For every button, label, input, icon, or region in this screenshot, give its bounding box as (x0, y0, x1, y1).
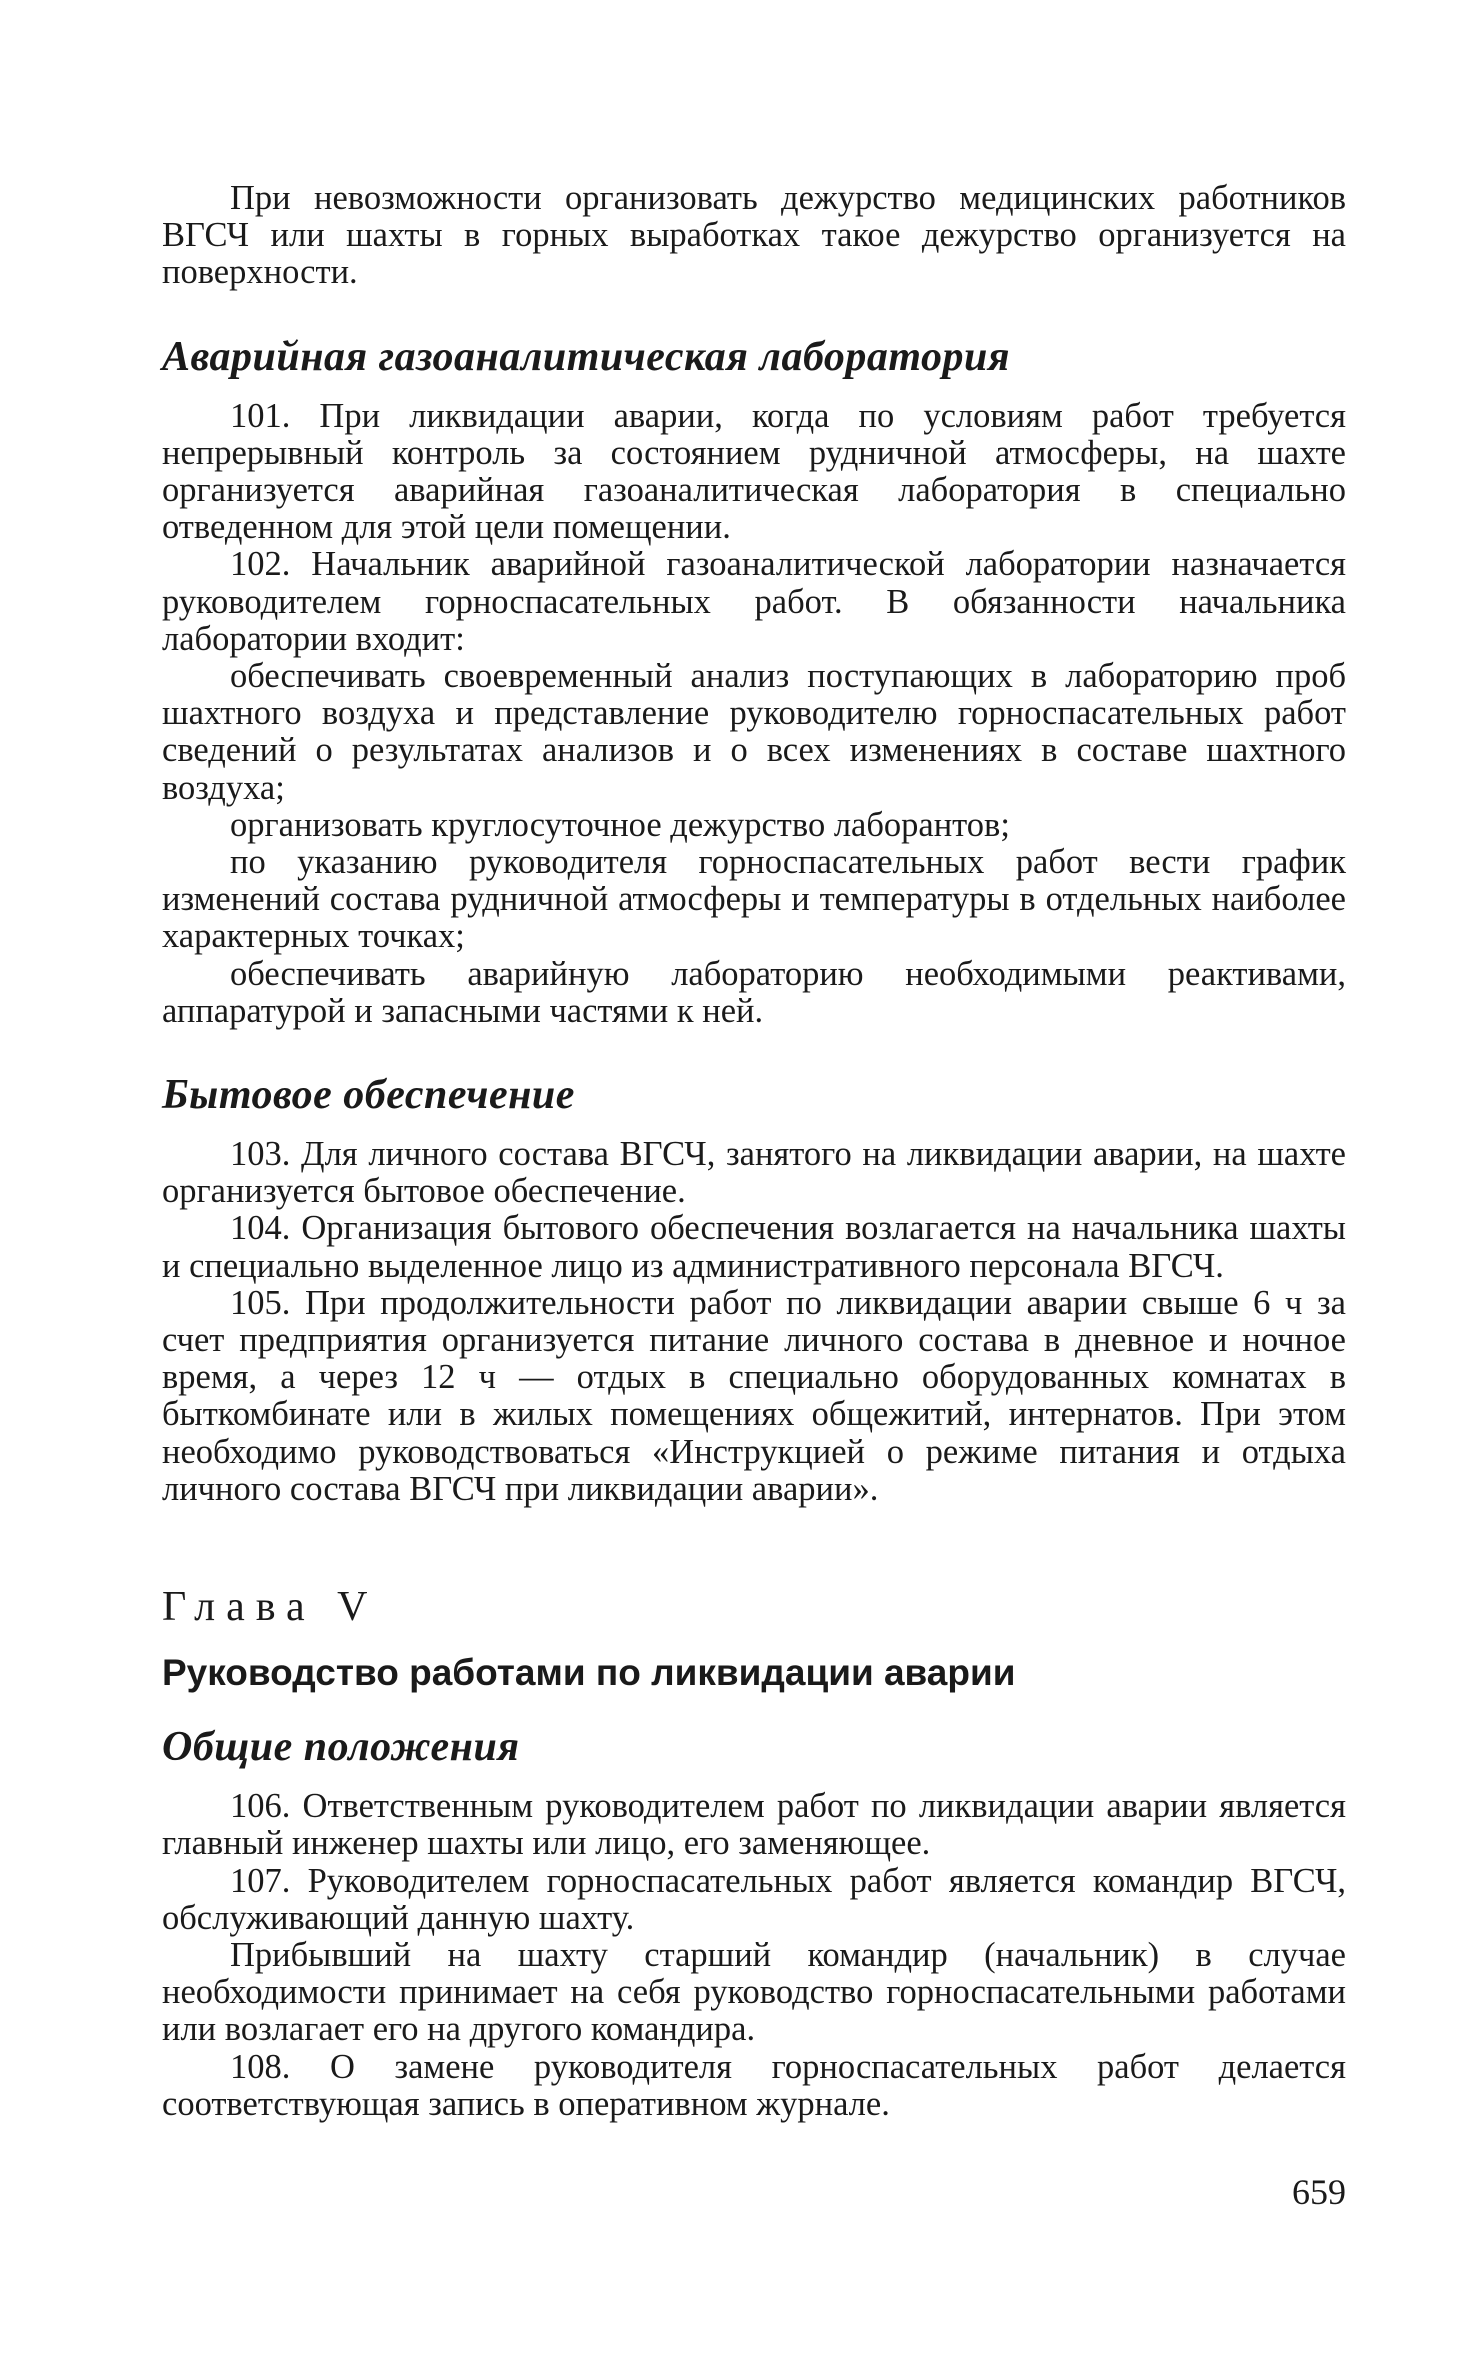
paragraph-106: 106. Ответственным руководителем работ по ликвидации аварии является главный инженер шахты или лицо, его заменяющее. (162, 1787, 1346, 1863)
lab-duty-item: организовать круглосуточное дежурство лаборантов; (230, 805, 1010, 844)
lab-duty-item: по указанию руководителя горноспасательных работ вести график изменений состава рудничной атмосферы и температуры в отдельных наиболее характерных точках; (162, 843, 1346, 956)
chapter-label: Глава V (162, 1584, 379, 1631)
book-page (162, 180, 1346, 2123)
lab-duty-item: обеспечивать своевременный анализ поступающих в лабораторию проб шахтного воздуха и представление руководителю горноспасательных работ сведений о результатах анализов и о всех изменениях в составе шахтного воздуха; (162, 657, 1346, 807)
section-heading-gas-lab: Аварийная газоаналитическая лаборатория (162, 333, 1010, 380)
paragraph-108: 108. О замене руководителя горноспасательных работ делается соответствующая запись в оперативном журнале. (162, 2047, 1346, 2123)
section-heading-living-support: Бытовое обеспечение (162, 1072, 575, 1119)
paragraph-103: 103. Для личного состава ВГСЧ, занятого на ликвидации аварии, на шахте организуется бытовое обеспечение. (162, 1135, 1346, 1211)
paragraph-102: 102. Начальник аварийной газоаналитической лаборатории назначается руководителем горноспасательных работ. В обязанности начальника лаборатории входит: (162, 545, 1346, 658)
paragraph-senior-commander: Прибывший на шахту старший командир (начальник) в случае необходимости принимает на себя руководство горноспасательными работами или возлагает его на другого командира. (162, 1935, 1346, 2049)
paragraph-101: 101. При ликвидации аварии, когда по условиям работ требуется непрерывный контроль за состоянием рудничной атмосферы, на шахте организуется аварийная газоаналитическая лаборатория в специально отведенном для этой цели помещении. (162, 396, 1346, 547)
paragraph-107: 107. Руководителем горноспасательных работ является командир ВГСЧ, обслуживающий данную шахту. (162, 1861, 1346, 1937)
page-number: 659 (1292, 2172, 1346, 2212)
chapter-title: Руководство работами по ликвидации аварии (162, 1652, 1016, 1694)
paragraph-104: 104. Организация бытового обеспечения возлагается на начальника шахты и специально выделенное лицо из административного персонала ВГСЧ. (162, 1209, 1346, 1285)
intro-paragraph: При невозможности организовать дежурство медицинских работников ВГСЧ или шахты в горных выработках такое дежурство организуется на поверхности. (162, 179, 1346, 292)
paragraph-105: 105. При продолжительности работ по ликвидации аварии свыше 6 ч за счет предприятия организуется питание личного состава в дневное и ночное время, а через 12 ч — отдых в специально оборудованных комнатах в быткомбинате или в жилых помещениях общежитий, интернатов. При этом необходимо руководствоваться «Инструкцией о режиме питания и отдыха личного состава ВГСЧ при ликвидации аварии». (162, 1283, 1346, 1508)
lab-duty-item: обеспечивать аварийную лабораторию необходимыми реактивами, аппаратурой и запасными частями к ней. (162, 954, 1346, 1030)
section-heading-general-provisions: Общие положения (162, 1724, 520, 1771)
